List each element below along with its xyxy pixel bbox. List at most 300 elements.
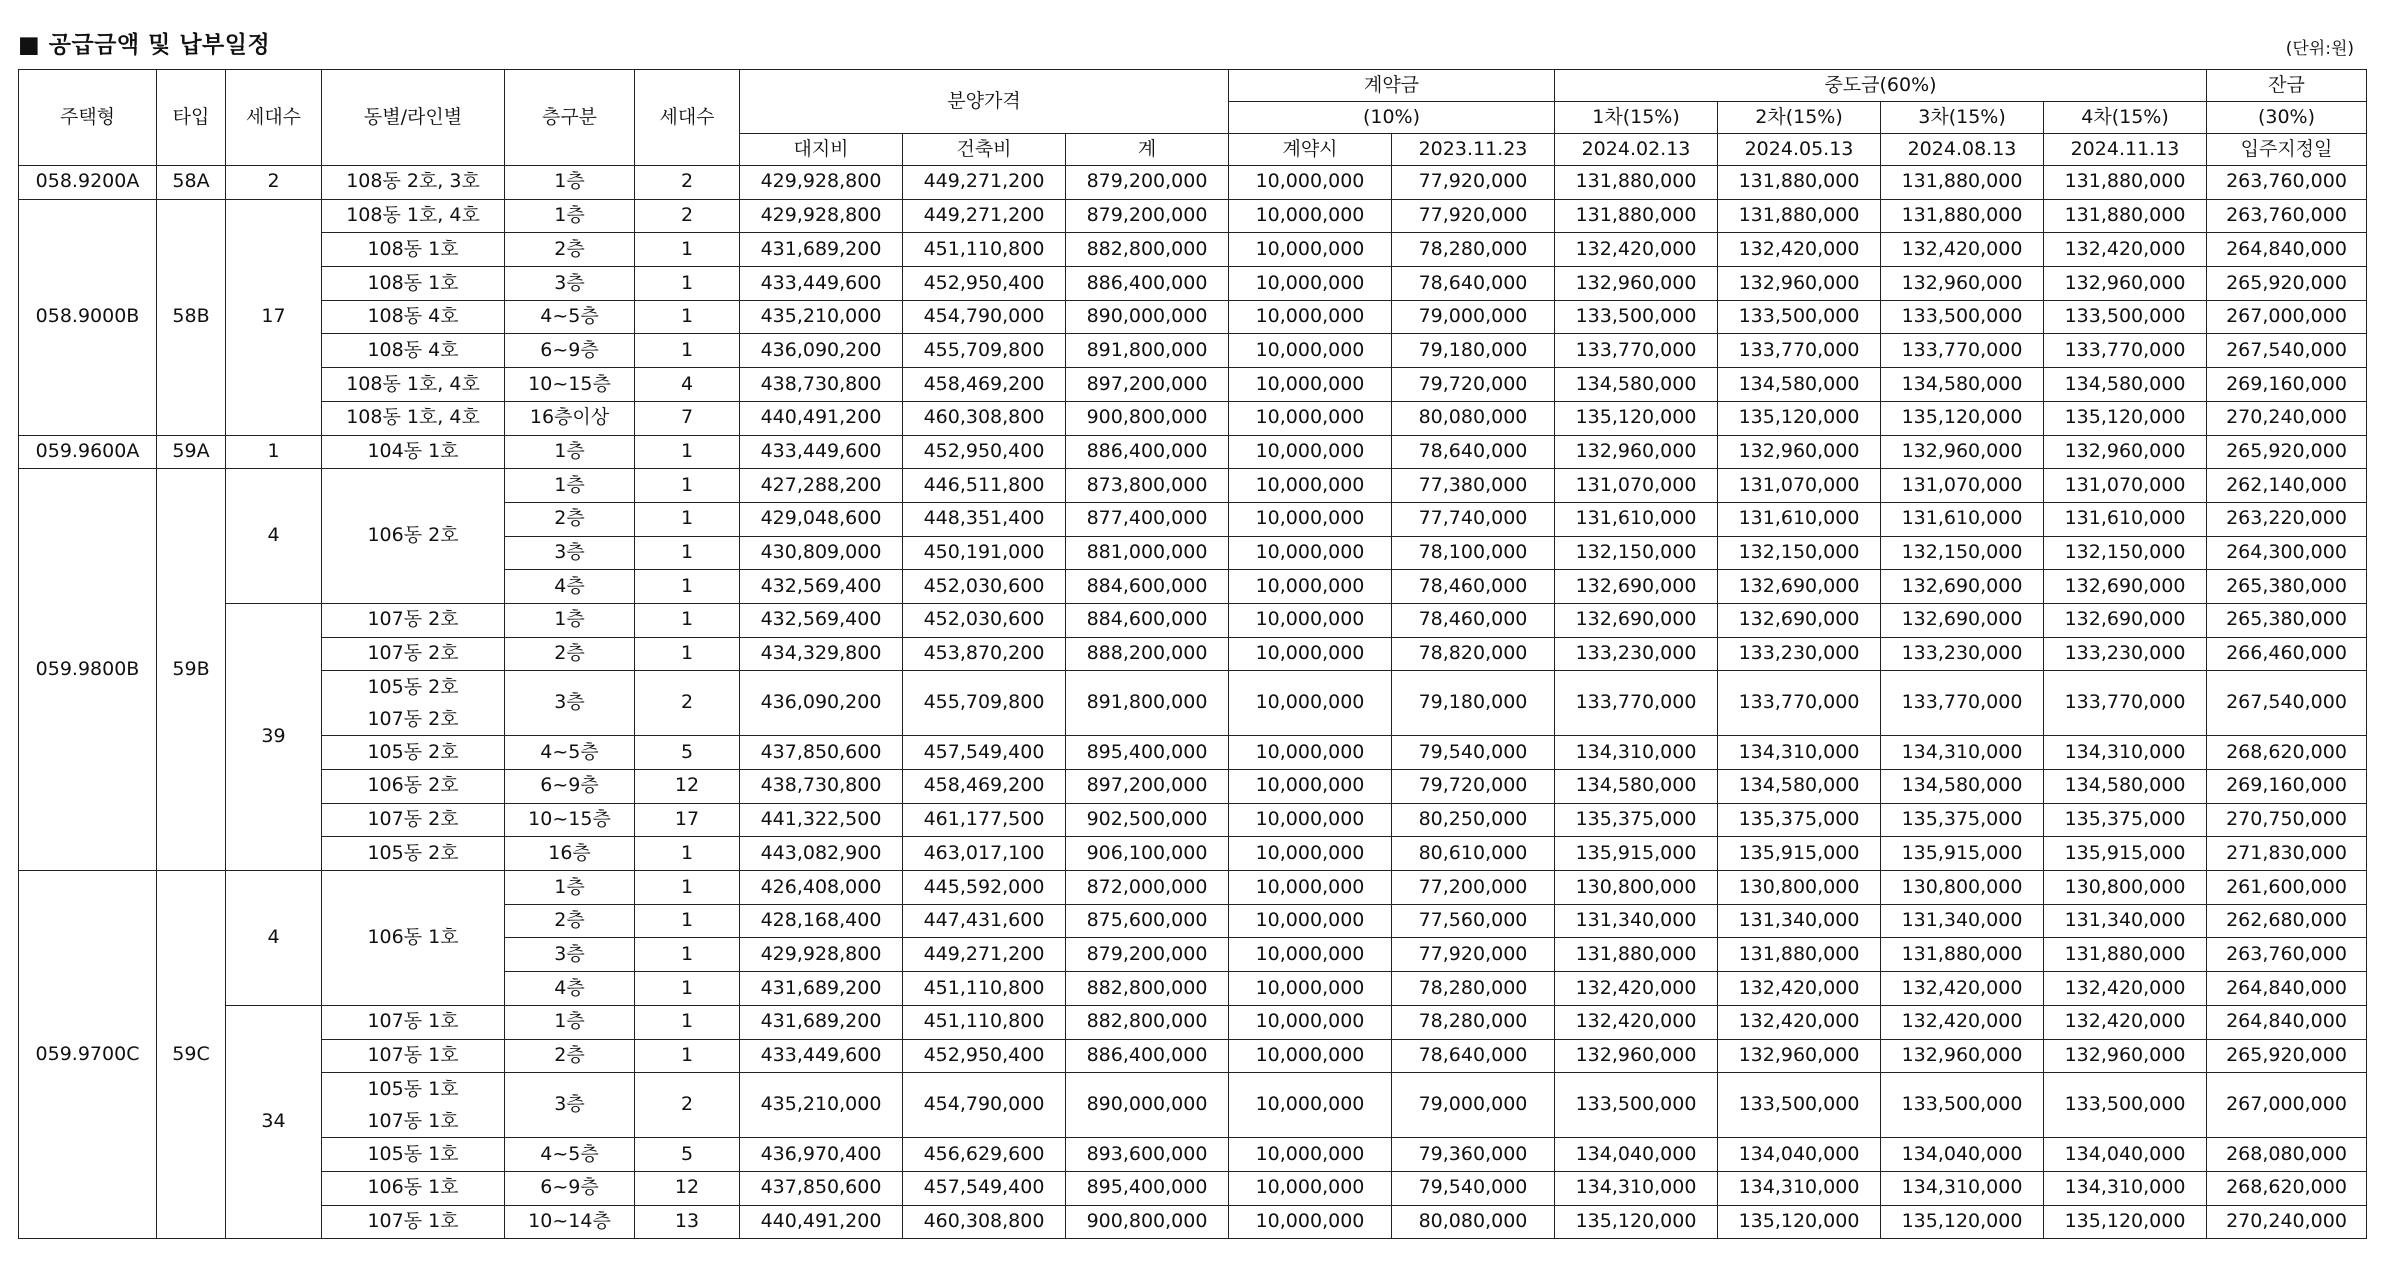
balance-cell: 268,620,000 xyxy=(2207,1171,2367,1205)
building-cost-cell: 452,950,400 xyxy=(903,435,1066,469)
building-cost-cell: 457,549,400 xyxy=(903,1171,1066,1205)
interim-2-cell: 132,960,000 xyxy=(1718,267,1881,301)
deposit-at-contract-cell: 10,000,000 xyxy=(1229,803,1392,837)
balance-cell: 268,620,000 xyxy=(2207,736,2367,770)
table-row xyxy=(19,199,2367,233)
household-count-cell-2: 4 xyxy=(635,368,740,402)
building-line-text: 107동 2호 xyxy=(367,708,459,731)
deposit-date-cell: 78,280,000 xyxy=(1392,1005,1555,1039)
total-price-cell: 884,600,000 xyxy=(1066,603,1229,637)
deposit-at-contract-cell: 10,000,000 xyxy=(1229,1073,1392,1138)
floor-group-cell: 2층 xyxy=(505,637,635,671)
header-type: 타입 xyxy=(157,70,226,166)
header-balance-date: 입주지정일 xyxy=(2207,134,2367,166)
total-price-cell: 877,400,000 xyxy=(1066,502,1229,536)
building-line-cell: 105동 2호 xyxy=(322,837,505,871)
interim-2-cell: 135,915,000 xyxy=(1718,837,1881,871)
land-cost-cell: 438,730,800 xyxy=(740,770,903,804)
deposit-date-cell: 80,250,000 xyxy=(1392,803,1555,837)
household-count-cell-2: 1 xyxy=(635,267,740,301)
balance-cell: 271,830,000 xyxy=(2207,837,2367,871)
interim-4-cell: 131,070,000 xyxy=(2044,469,2207,503)
building-line-cell: 106동 1호 xyxy=(322,1171,505,1205)
deposit-at-contract-cell: 10,000,000 xyxy=(1229,300,1392,334)
land-cost-cell: 433,449,600 xyxy=(740,435,903,469)
header-building-line: 동별/라인별 xyxy=(322,70,505,166)
interim-4-cell: 134,040,000 xyxy=(2044,1138,2207,1172)
deposit-at-contract-cell: 10,000,000 xyxy=(1229,770,1392,804)
interim-1-cell: 132,420,000 xyxy=(1555,233,1718,267)
building-line-cell: 108동 1호, 4호 xyxy=(322,368,505,402)
floor-group-cell: 1층 xyxy=(505,199,635,233)
total-price-cell: 900,800,000 xyxy=(1066,1205,1229,1239)
total-price-cell: 884,600,000 xyxy=(1066,570,1229,604)
interim-3-cell: 133,770,000 xyxy=(1881,334,2044,368)
land-cost-cell: 435,210,000 xyxy=(740,300,903,334)
interim-1-cell: 133,770,000 xyxy=(1555,334,1718,368)
building-line-cell: 108동 1호, 4호 xyxy=(322,401,505,435)
interim-2-cell: 135,120,000 xyxy=(1718,401,1881,435)
building-line-cell: 108동 2호, 3호 xyxy=(322,166,505,200)
building-line-cell: 106동 2호 xyxy=(322,469,505,604)
total-price-cell: 882,800,000 xyxy=(1066,233,1229,267)
interim-4-cell: 133,500,000 xyxy=(2044,300,2207,334)
interim-2-cell: 132,420,000 xyxy=(1718,1005,1881,1039)
deposit-at-contract-cell: 10,000,000 xyxy=(1229,603,1392,637)
total-price-cell: 881,000,000 xyxy=(1066,536,1229,570)
total-price-cell: 895,400,000 xyxy=(1066,1171,1229,1205)
balance-cell: 263,760,000 xyxy=(2207,166,2367,200)
header-household-count-2: 세대수 xyxy=(635,70,740,166)
balance-cell: 267,000,000 xyxy=(2207,1073,2367,1138)
interim-2-cell: 132,150,000 xyxy=(1718,536,1881,570)
floor-group-cell: 1층 xyxy=(505,1005,635,1039)
interim-2-cell: 132,960,000 xyxy=(1718,435,1881,469)
deposit-date-cell: 77,920,000 xyxy=(1392,938,1555,972)
interim-1-cell: 131,610,000 xyxy=(1555,502,1718,536)
interim-3-cell: 134,580,000 xyxy=(1881,368,2044,402)
building-cost-cell: 451,110,800 xyxy=(903,972,1066,1006)
deposit-at-contract-cell: 10,000,000 xyxy=(1229,401,1392,435)
interim-3-cell: 132,690,000 xyxy=(1881,603,2044,637)
household-count-cell-2: 17 xyxy=(635,803,740,837)
interim-4-cell: 130,800,000 xyxy=(2044,871,2207,905)
interim-1-cell: 132,420,000 xyxy=(1555,972,1718,1006)
land-cost-cell: 431,689,200 xyxy=(740,972,903,1006)
building-cost-cell: 456,629,600 xyxy=(903,1138,1066,1172)
building-cost-cell: 448,351,400 xyxy=(903,502,1066,536)
floor-group-cell: 16층이상 xyxy=(505,401,635,435)
interim-2-cell: 131,880,000 xyxy=(1718,938,1881,972)
header-deposit-at-contract: 계약시 xyxy=(1229,134,1392,166)
deposit-at-contract-cell: 10,000,000 xyxy=(1229,536,1392,570)
floor-group-cell: 3층 xyxy=(505,267,635,301)
land-cost-cell: 427,288,200 xyxy=(740,469,903,503)
interim-1-cell: 132,960,000 xyxy=(1555,1039,1718,1073)
interim-2-cell: 135,120,000 xyxy=(1718,1205,1881,1239)
interim-2-cell: 134,040,000 xyxy=(1718,1138,1881,1172)
total-price-cell: 882,800,000 xyxy=(1066,972,1229,1006)
household-count-cell-2: 1 xyxy=(635,1039,740,1073)
building-cost-cell: 449,271,200 xyxy=(903,938,1066,972)
balance-cell: 263,760,000 xyxy=(2207,938,2367,972)
balance-cell: 264,840,000 xyxy=(2207,233,2367,267)
interim-4-cell: 135,120,000 xyxy=(2044,401,2207,435)
deposit-at-contract-cell: 10,000,000 xyxy=(1229,267,1392,301)
interim-2-cell: 133,770,000 xyxy=(1718,334,1881,368)
table-row xyxy=(19,1039,2367,1073)
building-line-cell: 104동 1호 xyxy=(322,435,505,469)
building-cost-cell: 455,709,800 xyxy=(903,334,1066,368)
land-cost-cell: 430,809,000 xyxy=(740,536,903,570)
building-cost-cell: 460,308,800 xyxy=(903,1205,1066,1239)
housing-type-cell: 058.9000B xyxy=(19,199,157,435)
building-line-cell: 107동 2호 xyxy=(322,637,505,671)
land-cost-cell: 443,082,900 xyxy=(740,837,903,871)
table-row xyxy=(19,837,2367,871)
household-count-cell: 2 xyxy=(226,166,322,200)
building-cost-cell: 451,110,800 xyxy=(903,1005,1066,1039)
interim-1-cell: 133,230,000 xyxy=(1555,637,1718,671)
total-price-cell: 893,600,000 xyxy=(1066,1138,1229,1172)
deposit-at-contract-cell: 10,000,000 xyxy=(1229,199,1392,233)
deposit-date-cell: 80,080,000 xyxy=(1392,1205,1555,1239)
deposit-date-cell: 79,540,000 xyxy=(1392,736,1555,770)
table-row xyxy=(19,401,2367,435)
deposit-at-contract-cell: 10,000,000 xyxy=(1229,671,1392,736)
interim-4-cell: 134,580,000 xyxy=(2044,770,2207,804)
deposit-at-contract-cell: 10,000,000 xyxy=(1229,871,1392,905)
building-cost-cell: 458,469,200 xyxy=(903,368,1066,402)
interim-4-cell: 131,340,000 xyxy=(2044,904,2207,938)
interim-3-cell: 131,070,000 xyxy=(1881,469,2044,503)
floor-group-cell: 1층 xyxy=(505,603,635,637)
deposit-at-contract-cell: 10,000,000 xyxy=(1229,233,1392,267)
building-cost-cell: 452,950,400 xyxy=(903,267,1066,301)
interim-1-cell: 135,120,000 xyxy=(1555,401,1718,435)
table-row xyxy=(19,1005,2367,1039)
interim-3-cell: 134,040,000 xyxy=(1881,1138,2044,1172)
building-cost-cell: 460,308,800 xyxy=(903,401,1066,435)
housing-type-cell: 059.9600A xyxy=(19,435,157,469)
balance-cell: 270,240,000 xyxy=(2207,1205,2367,1239)
deposit-date-cell: 79,000,000 xyxy=(1392,1073,1555,1138)
building-line-text: 107동 1호 xyxy=(367,1110,459,1133)
land-cost-cell: 440,491,200 xyxy=(740,1205,903,1239)
deposit-at-contract-cell: 10,000,000 xyxy=(1229,166,1392,200)
deposit-at-contract-cell: 10,000,000 xyxy=(1229,435,1392,469)
interim-4-cell: 131,880,000 xyxy=(2044,166,2207,200)
floor-group-cell: 1층 xyxy=(505,166,635,200)
household-count-cell-2: 13 xyxy=(635,1205,740,1239)
interim-1-cell: 134,310,000 xyxy=(1555,736,1718,770)
building-line-cell: 108동 1호 xyxy=(322,233,505,267)
header-interim-2-date: 2024.05.13 xyxy=(1718,134,1881,166)
interim-2-cell: 133,500,000 xyxy=(1718,300,1881,334)
interim-2-cell: 134,310,000 xyxy=(1718,736,1881,770)
header-household-count: 세대수 xyxy=(226,70,322,166)
floor-group-cell: 3층 xyxy=(505,671,635,736)
interim-2-cell: 134,580,000 xyxy=(1718,770,1881,804)
deposit-at-contract-cell: 10,000,000 xyxy=(1229,637,1392,671)
household-count-cell-2: 5 xyxy=(635,1138,740,1172)
balance-cell: 270,750,000 xyxy=(2207,803,2367,837)
table-row xyxy=(19,871,2367,905)
building-cost-cell: 454,790,000 xyxy=(903,1073,1066,1138)
deposit-date-cell: 79,360,000 xyxy=(1392,1138,1555,1172)
interim-3-cell: 133,500,000 xyxy=(1881,1073,2044,1138)
balance-cell: 268,080,000 xyxy=(2207,1138,2367,1172)
total-price-cell: 879,200,000 xyxy=(1066,199,1229,233)
interim-3-cell: 134,310,000 xyxy=(1881,1171,2044,1205)
land-cost-cell: 437,850,600 xyxy=(740,1171,903,1205)
floor-group-cell: 4~5층 xyxy=(505,1138,635,1172)
balance-cell: 270,240,000 xyxy=(2207,401,2367,435)
household-count-cell-2: 1 xyxy=(635,502,740,536)
building-line-cell: 107동 2호 xyxy=(322,603,505,637)
interim-1-cell: 133,770,000 xyxy=(1555,671,1718,736)
interim-4-cell: 132,420,000 xyxy=(2044,233,2207,267)
household-count-cell-2: 1 xyxy=(635,972,740,1006)
total-price-cell: 902,500,000 xyxy=(1066,803,1229,837)
building-cost-cell: 463,017,100 xyxy=(903,837,1066,871)
balance-cell: 266,460,000 xyxy=(2207,637,2367,671)
building-cost-cell: 451,110,800 xyxy=(903,233,1066,267)
table-row xyxy=(19,1171,2367,1205)
table-row xyxy=(19,736,2367,770)
interim-4-cell: 132,960,000 xyxy=(2044,435,2207,469)
interim-1-cell: 131,880,000 xyxy=(1555,166,1718,200)
floor-group-cell: 3층 xyxy=(505,536,635,570)
balance-cell: 267,540,000 xyxy=(2207,334,2367,368)
interim-1-cell: 132,690,000 xyxy=(1555,570,1718,604)
floor-group-cell: 4층 xyxy=(505,570,635,604)
balance-cell: 269,160,000 xyxy=(2207,770,2367,804)
building-line-cell xyxy=(322,671,505,736)
type-cell: 58B xyxy=(157,199,226,435)
building-line-cell xyxy=(322,1073,505,1138)
deposit-at-contract-cell: 10,000,000 xyxy=(1229,334,1392,368)
building-line-text: 105동 1호 xyxy=(367,1078,459,1101)
deposit-at-contract-cell: 10,000,000 xyxy=(1229,1205,1392,1239)
household-count-cell: 39 xyxy=(226,603,322,870)
building-line-cell: 107동 1호 xyxy=(322,1205,505,1239)
interim-4-cell: 133,500,000 xyxy=(2044,1073,2207,1138)
household-count-cell-2: 1 xyxy=(635,837,740,871)
type-cell: 59B xyxy=(157,469,226,871)
interim-3-cell: 135,120,000 xyxy=(1881,1205,2044,1239)
interim-4-cell: 132,960,000 xyxy=(2044,1039,2207,1073)
building-line-cell: 105동 1호 xyxy=(322,1138,505,1172)
deposit-at-contract-cell: 10,000,000 xyxy=(1229,469,1392,503)
floor-group-cell: 6~9층 xyxy=(505,1171,635,1205)
deposit-date-cell: 78,640,000 xyxy=(1392,1039,1555,1073)
interim-3-cell: 132,960,000 xyxy=(1881,435,2044,469)
interim-1-cell: 131,070,000 xyxy=(1555,469,1718,503)
interim-3-cell: 130,800,000 xyxy=(1881,871,2044,905)
deposit-date-cell: 79,180,000 xyxy=(1392,334,1555,368)
deposit-date-cell: 77,920,000 xyxy=(1392,166,1555,200)
interim-1-cell: 132,420,000 xyxy=(1555,1005,1718,1039)
page-title: ■ 공급금액 및 납부일정 xyxy=(18,32,271,58)
header-deposit-date: 2023.11.23 xyxy=(1392,134,1555,166)
total-price-cell: 888,200,000 xyxy=(1066,637,1229,671)
header-land-cost: 대지비 xyxy=(740,134,903,166)
land-cost-cell: 428,168,400 xyxy=(740,904,903,938)
interim-2-cell: 131,070,000 xyxy=(1718,469,1881,503)
interim-3-cell: 131,880,000 xyxy=(1881,938,2044,972)
interim-1-cell: 133,500,000 xyxy=(1555,1073,1718,1138)
deposit-date-cell: 79,540,000 xyxy=(1392,1171,1555,1205)
building-cost-cell: 457,549,400 xyxy=(903,736,1066,770)
building-cost-cell: 450,191,000 xyxy=(903,536,1066,570)
table-row xyxy=(19,803,2367,837)
interim-3-cell: 131,340,000 xyxy=(1881,904,2044,938)
header-interim-4: 4차(15%) xyxy=(2044,102,2207,134)
household-count-cell-2: 1 xyxy=(635,334,740,368)
household-count-cell: 1 xyxy=(226,435,322,469)
deposit-at-contract-cell: 10,000,000 xyxy=(1229,1005,1392,1039)
building-cost-cell: 461,177,500 xyxy=(903,803,1066,837)
floor-group-cell: 1층 xyxy=(505,871,635,905)
deposit-date-cell: 77,200,000 xyxy=(1392,871,1555,905)
household-count-cell-2: 1 xyxy=(635,637,740,671)
interim-1-cell: 132,690,000 xyxy=(1555,603,1718,637)
household-count-cell-2: 1 xyxy=(635,435,740,469)
building-line-cell: 107동 1호 xyxy=(322,1039,505,1073)
household-count-cell-2: 1 xyxy=(635,233,740,267)
deposit-at-contract-cell: 10,000,000 xyxy=(1229,938,1392,972)
interim-3-cell: 134,310,000 xyxy=(1881,736,2044,770)
deposit-date-cell: 77,560,000 xyxy=(1392,904,1555,938)
household-count-cell-2: 5 xyxy=(635,736,740,770)
deposit-at-contract-cell: 10,000,000 xyxy=(1229,736,1392,770)
interim-4-cell: 132,960,000 xyxy=(2044,267,2207,301)
table-row xyxy=(19,603,2367,637)
interim-1-cell: 134,310,000 xyxy=(1555,1171,1718,1205)
building-line-cell: 108동 1호, 4호 xyxy=(322,199,505,233)
balance-cell: 264,300,000 xyxy=(2207,536,2367,570)
interim-1-cell: 133,500,000 xyxy=(1555,300,1718,334)
floor-group-cell: 4층 xyxy=(505,972,635,1006)
building-cost-cell: 452,950,400 xyxy=(903,1039,1066,1073)
housing-type-cell: 059.9700C xyxy=(19,871,157,1239)
unit-label: (단위:원) xyxy=(2285,39,2354,59)
building-cost-cell: 449,271,200 xyxy=(903,199,1066,233)
interim-3-cell: 135,120,000 xyxy=(1881,401,2044,435)
interim-4-cell: 134,580,000 xyxy=(2044,368,2207,402)
interim-1-cell: 135,915,000 xyxy=(1555,837,1718,871)
balance-cell: 267,540,000 xyxy=(2207,671,2367,736)
header-building-cost: 건축비 xyxy=(903,134,1066,166)
interim-2-cell: 133,770,000 xyxy=(1718,671,1881,736)
interim-2-cell: 132,690,000 xyxy=(1718,603,1881,637)
land-cost-cell: 431,689,200 xyxy=(740,1005,903,1039)
balance-cell: 261,600,000 xyxy=(2207,871,2367,905)
header-deposit-pct: (10%) xyxy=(1229,102,1555,134)
interim-3-cell: 132,150,000 xyxy=(1881,536,2044,570)
interim-3-cell: 131,880,000 xyxy=(1881,199,2044,233)
interim-2-cell: 132,690,000 xyxy=(1718,570,1881,604)
interim-4-cell: 131,610,000 xyxy=(2044,502,2207,536)
building-line-cell: 107동 1호 xyxy=(322,1005,505,1039)
interim-1-cell: 130,800,000 xyxy=(1555,871,1718,905)
total-price-cell: 890,000,000 xyxy=(1066,1073,1229,1138)
deposit-at-contract-cell: 10,000,000 xyxy=(1229,904,1392,938)
floor-group-cell: 10~15층 xyxy=(505,803,635,837)
total-price-cell: 879,200,000 xyxy=(1066,938,1229,972)
deposit-date-cell: 80,080,000 xyxy=(1392,401,1555,435)
interim-3-cell: 133,230,000 xyxy=(1881,637,2044,671)
building-cost-cell: 454,790,000 xyxy=(903,300,1066,334)
interim-2-cell: 131,880,000 xyxy=(1718,166,1881,200)
land-cost-cell: 429,928,800 xyxy=(740,166,903,200)
interim-4-cell: 132,690,000 xyxy=(2044,603,2207,637)
floor-group-cell: 1층 xyxy=(505,469,635,503)
land-cost-cell: 437,850,600 xyxy=(740,736,903,770)
interim-3-cell: 133,770,000 xyxy=(1881,671,2044,736)
household-count-cell: 17 xyxy=(226,199,322,435)
header-interim-1: 1차(15%) xyxy=(1555,102,1718,134)
household-count-cell-2: 12 xyxy=(635,770,740,804)
building-line-cell: 108동 4호 xyxy=(322,300,505,334)
total-price-cell: 906,100,000 xyxy=(1066,837,1229,871)
building-line-cell: 108동 1호 xyxy=(322,267,505,301)
building-cost-cell: 445,592,000 xyxy=(903,871,1066,905)
interim-4-cell: 132,420,000 xyxy=(2044,1005,2207,1039)
household-count-cell-2: 1 xyxy=(635,536,740,570)
deposit-date-cell: 79,180,000 xyxy=(1392,671,1555,736)
balance-cell: 265,920,000 xyxy=(2207,1039,2367,1073)
header-interim-1-date: 2024.02.13 xyxy=(1555,134,1718,166)
floor-group-cell: 6~9층 xyxy=(505,334,635,368)
land-cost-cell: 440,491,200 xyxy=(740,401,903,435)
household-count-cell-2: 1 xyxy=(635,1005,740,1039)
land-cost-cell: 433,449,600 xyxy=(740,1039,903,1073)
interim-3-cell: 135,915,000 xyxy=(1881,837,2044,871)
balance-cell: 262,140,000 xyxy=(2207,469,2367,503)
household-count-cell: 4 xyxy=(226,469,322,604)
building-cost-cell: 455,709,800 xyxy=(903,671,1066,736)
household-count-cell-2: 1 xyxy=(635,904,740,938)
floor-group-cell: 2층 xyxy=(505,502,635,536)
floor-group-cell: 2층 xyxy=(505,904,635,938)
interim-3-cell: 131,610,000 xyxy=(1881,502,2044,536)
header-interim: 중도금(60%) xyxy=(1555,70,2207,102)
total-price-cell: 875,600,000 xyxy=(1066,904,1229,938)
interim-3-cell: 135,375,000 xyxy=(1881,803,2044,837)
deposit-date-cell: 77,920,000 xyxy=(1392,199,1555,233)
household-count-cell-2: 1 xyxy=(635,570,740,604)
deposit-date-cell: 78,460,000 xyxy=(1392,603,1555,637)
building-cost-cell: 458,469,200 xyxy=(903,770,1066,804)
interim-4-cell: 132,420,000 xyxy=(2044,972,2207,1006)
land-cost-cell: 426,408,000 xyxy=(740,871,903,905)
interim-1-cell: 132,960,000 xyxy=(1555,435,1718,469)
household-count-cell-2: 1 xyxy=(635,871,740,905)
deposit-date-cell: 78,280,000 xyxy=(1392,233,1555,267)
interim-3-cell: 132,960,000 xyxy=(1881,267,2044,301)
table-row xyxy=(19,334,2367,368)
table-row xyxy=(19,1205,2367,1239)
type-cell: 59C xyxy=(157,871,226,1239)
interim-4-cell: 133,770,000 xyxy=(2044,334,2207,368)
table-row xyxy=(19,368,2367,402)
floor-group-cell: 10~15층 xyxy=(505,368,635,402)
table-row xyxy=(19,435,2367,469)
interim-4-cell: 132,150,000 xyxy=(2044,536,2207,570)
deposit-at-contract-cell: 10,000,000 xyxy=(1229,837,1392,871)
